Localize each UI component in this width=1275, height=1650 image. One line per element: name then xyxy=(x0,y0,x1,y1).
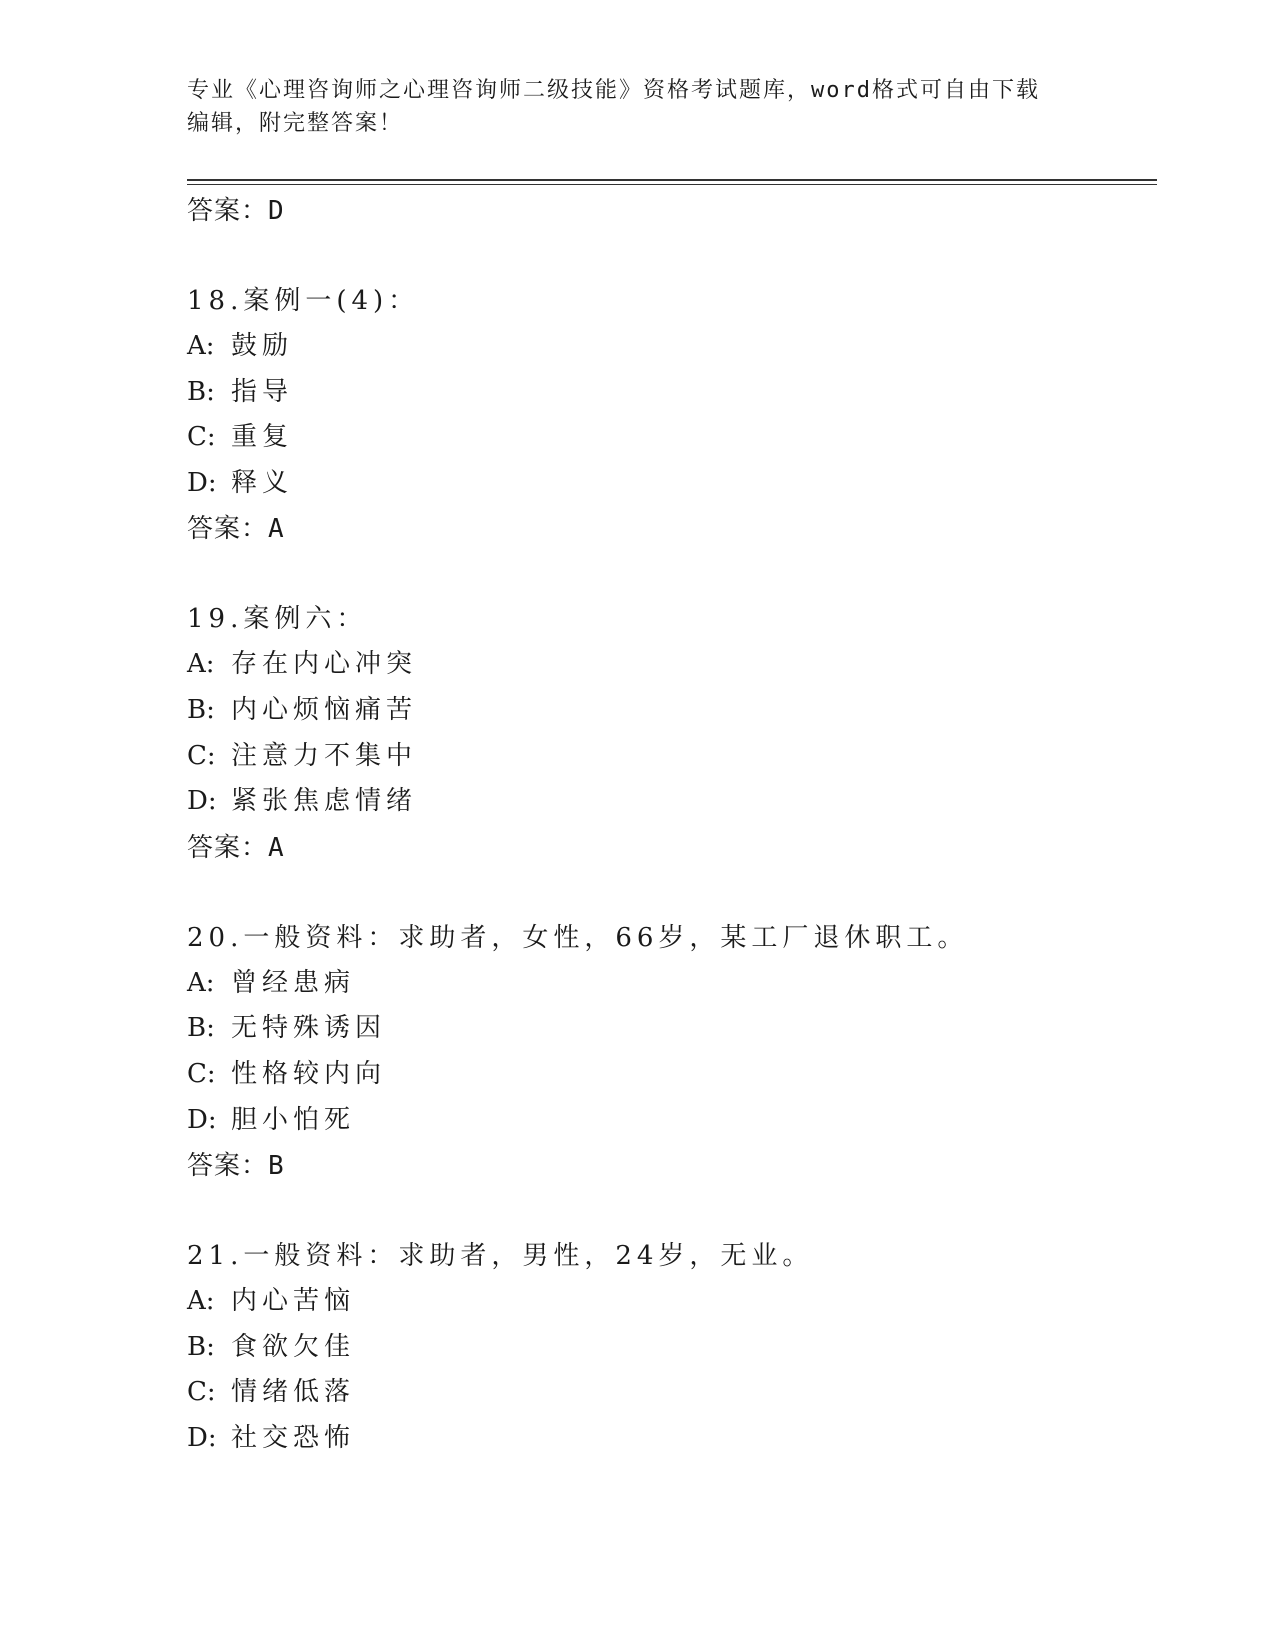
option-letter: D: xyxy=(187,786,217,817)
option-d xyxy=(187,779,1157,825)
answer-line xyxy=(187,506,1157,552)
answer-line xyxy=(187,188,1157,234)
spacer xyxy=(187,871,1157,915)
option-letter: C: xyxy=(187,422,216,453)
option-letter: B: xyxy=(187,694,215,725)
option-text: 食欲欠佳 xyxy=(231,1331,356,1362)
spacer xyxy=(187,552,1157,596)
option-text: 无特殊诱因 xyxy=(231,1013,387,1044)
option-c xyxy=(187,415,1157,461)
answer-value: D xyxy=(268,196,285,226)
option-a xyxy=(187,642,1157,688)
question-title: 21.一般资料：求助者，男性，24岁，无业。 xyxy=(187,1241,814,1272)
option-c xyxy=(187,1052,1157,1098)
option-text: 鼓励 xyxy=(231,331,294,361)
answer-label: 答案： xyxy=(187,1151,269,1182)
option-c xyxy=(187,1370,1157,1416)
option-text: 紧张焦虑情绪 xyxy=(231,786,418,817)
option-b xyxy=(187,1325,1157,1371)
option-letter: D: xyxy=(187,467,217,498)
header-line-1: 专业《心理咨询师之心理咨询师二级技能》资格考试题库，word格式可自由下载 xyxy=(187,78,1040,103)
answer-line xyxy=(187,1143,1157,1189)
option-letter: A: xyxy=(187,967,215,998)
option-text: 重复 xyxy=(231,422,294,453)
option-b xyxy=(187,688,1157,734)
option-text: 胆小怕死 xyxy=(231,1104,356,1135)
option-b xyxy=(187,370,1157,416)
answer-value: A xyxy=(268,514,285,545)
option-text: 情绪低落 xyxy=(231,1377,356,1408)
answer-label: 答案： xyxy=(187,832,269,863)
option-letter: B: xyxy=(187,1331,215,1362)
header-divider xyxy=(187,179,1157,185)
question-title: 18.案例一(4)： xyxy=(187,286,420,316)
option-letter: B: xyxy=(187,1013,215,1044)
answer-value: B xyxy=(268,1151,285,1182)
option-a xyxy=(187,961,1157,1007)
option-text: 曾经患病 xyxy=(231,967,356,998)
option-letter: A: xyxy=(187,1286,215,1317)
spacer xyxy=(187,1189,1157,1233)
option-a xyxy=(187,1279,1157,1325)
option-text: 存在内心冲突 xyxy=(231,649,418,680)
option-letter: C: xyxy=(187,1058,216,1089)
option-text: 内心烦恼痛苦 xyxy=(231,694,418,725)
option-d xyxy=(187,1098,1157,1144)
option-text: 注意力不集中 xyxy=(231,740,418,771)
answer-label: 答案： xyxy=(187,196,269,226)
option-letter: A: xyxy=(187,649,215,680)
option-letter: C: xyxy=(187,740,216,771)
spacer xyxy=(187,234,1157,278)
option-a xyxy=(187,324,1157,370)
answer-line xyxy=(187,825,1157,871)
option-letter: B: xyxy=(187,376,215,407)
document-header xyxy=(187,74,1087,140)
question-list xyxy=(187,188,1157,1462)
option-c xyxy=(187,734,1157,780)
option-text: 指导 xyxy=(231,376,294,407)
option-d xyxy=(187,1416,1157,1462)
option-text: 释义 xyxy=(231,467,294,498)
option-letter: D: xyxy=(187,1104,217,1135)
option-text: 性格较内向 xyxy=(231,1058,387,1089)
header-line-2: 编辑，附完整答案！ xyxy=(187,111,404,136)
answer-label: 答案： xyxy=(187,514,269,545)
option-letter: A: xyxy=(187,331,215,361)
option-letter: D: xyxy=(187,1422,217,1453)
option-d xyxy=(187,461,1157,507)
answer-value: A xyxy=(268,832,285,863)
option-letter: C: xyxy=(187,1377,216,1408)
option-text: 社交恐怖 xyxy=(231,1422,356,1453)
question-title: 20.一般资料：求助者，女性，66岁，某工厂退休职工。 xyxy=(187,922,969,953)
option-b xyxy=(187,1006,1157,1052)
option-text: 内心苦恼 xyxy=(231,1286,356,1317)
question-title: 19.案例六： xyxy=(187,604,368,635)
